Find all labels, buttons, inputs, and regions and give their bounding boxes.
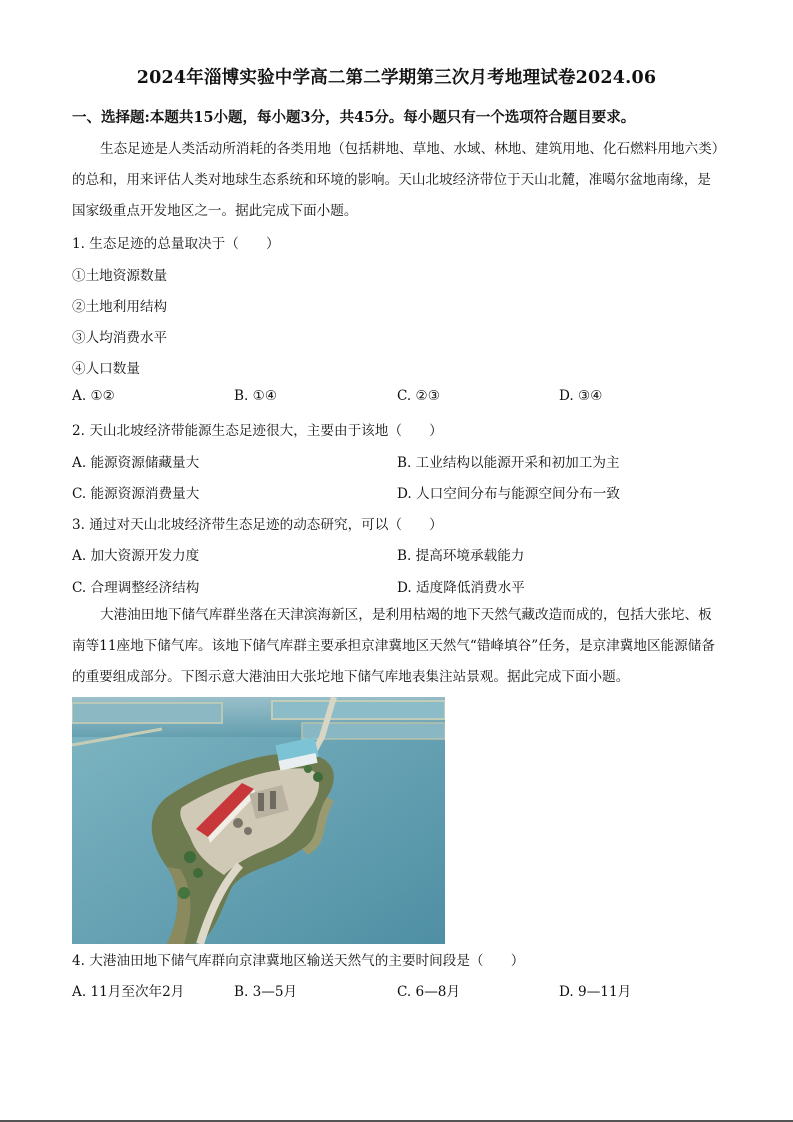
passage-1 bbox=[72, 134, 724, 227]
question-4-option-d[interactable]: D. 9—11月 bbox=[559, 984, 632, 1000]
gas-storage-station-photo bbox=[72, 697, 445, 944]
question-2-option-c[interactable]: C. 能源资源消费量大 bbox=[72, 486, 200, 502]
question-2-option-b[interactable]: B. 工业结构以能源开采和初加工为主 bbox=[397, 455, 620, 471]
question-1-option-b[interactable]: B. ①④ bbox=[234, 388, 278, 404]
question-3-option-d[interactable]: D. 适度降低消费水平 bbox=[397, 580, 525, 596]
question-4-option-b[interactable]: B. 3—5月 bbox=[234, 984, 298, 1000]
question-4-option-a[interactable]: A. 11月至次年2月 bbox=[72, 984, 185, 1000]
question-3-option-c[interactable]: C. 合理调整经济结构 bbox=[72, 580, 200, 596]
question-2-option-a[interactable]: A. 能源资源储藏量大 bbox=[72, 455, 200, 471]
question-4-stem: 4. 大港油田地下储气库群向京津冀地区输送天然气的主要时间段是（ ） bbox=[72, 953, 525, 969]
question-3-stem: 3. 通过对天山北坡经济带生态足迹的动态研究，可以（ ） bbox=[72, 517, 443, 533]
question-1-item-1: ①土地资源数量 bbox=[72, 268, 168, 284]
section-heading: 一、选择题:本题共15小题，每小题3分，共45分。每小题只有一个选项符合题目要求。 bbox=[72, 109, 636, 126]
question-1-stem: 1. 生态足迹的总量取决于（ ） bbox=[72, 236, 280, 252]
passage-2 bbox=[72, 600, 724, 693]
question-1-option-a[interactable]: A. ①② bbox=[72, 388, 115, 404]
question-4-option-c[interactable]: C. 6—8月 bbox=[397, 984, 461, 1000]
question-1-item-4: ④人口数量 bbox=[72, 361, 140, 377]
question-2-option-d[interactable]: D. 人口空间分布与能源空间分布一致 bbox=[397, 486, 620, 502]
question-2-stem: 2. 天山北坡经济带能源生态足迹很大，主要由于该地（ ） bbox=[72, 423, 443, 439]
question-3-option-a[interactable]: A. 加大资源开发力度 bbox=[72, 548, 200, 564]
exam-title: 2024年淄博实验中学高二第二学期第三次月考地理试卷2024.06 bbox=[136, 68, 657, 88]
aerial-photo-illustration bbox=[72, 697, 445, 944]
question-1-item-2: ②土地利用结构 bbox=[72, 299, 168, 315]
question-3-option-b[interactable]: B. 提高环境承载能力 bbox=[397, 548, 525, 564]
passage-1-text: 生态足迹是人类活动所消耗的各类用地（包括耕地、草地、水域、林地、建筑用地、化石燃料用地六类）的总和，用来评估人类对地球生态系统和环境的影响。天山北坡经济带位于天山北麓，准噶尔盆地南缘，是国家级重点开发地区之一。据此完成下面小题。 bbox=[72, 141, 719, 219]
passage-2-text: 大港油田地下储气库群坐落在天津滨海新区，是利用枯竭的地下天然气藏改造而成的，包括大张坨、板南等11座地下储气库。该地下储气库群主要承担京津冀地区天然气“错峰填谷”任务，是京津冀地区能源储备的重要组成部分。下图示意大港油田大张坨地下储气库地表集注站景观。据此完成下面小题。 bbox=[72, 607, 715, 685]
question-1-option-d[interactable]: D. ③④ bbox=[559, 388, 603, 404]
question-1-option-c[interactable]: C. ②③ bbox=[397, 388, 440, 404]
question-1-item-3: ③人均消费水平 bbox=[72, 330, 168, 346]
